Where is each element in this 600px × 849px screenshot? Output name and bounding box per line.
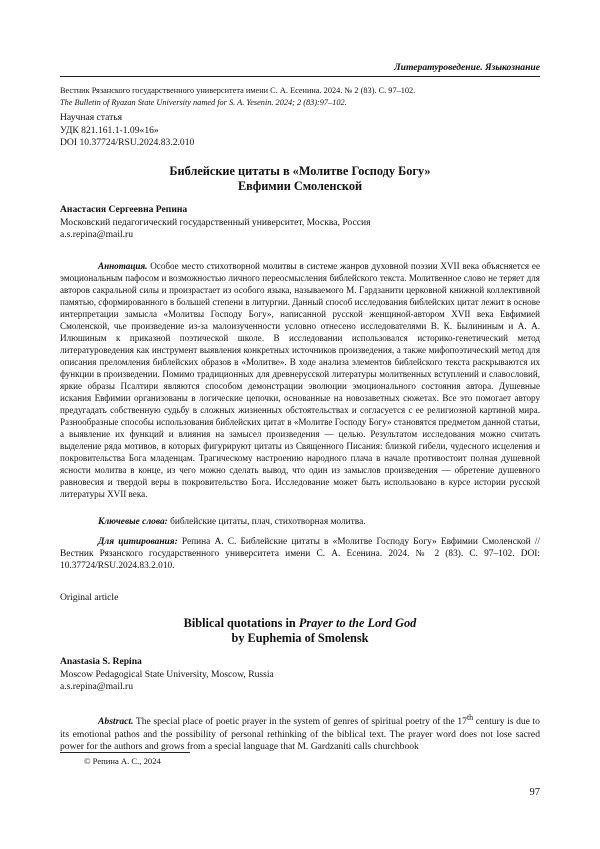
running-header: Литературоведение. Языкознание	[60, 62, 540, 73]
affiliation-en: Moscow Pedagogical State University, Moscow, Russia	[60, 669, 540, 682]
abstract-ru	[60, 260, 540, 500]
abstract-label-ru: Аннотация.	[98, 261, 147, 271]
title-ru-line2: Евфимии Смоленской	[60, 179, 540, 194]
title-en-prefix: Biblical quotations in	[184, 616, 299, 630]
affiliation-ru: Московский педагогический государственный университет, Москва, Россия	[60, 217, 540, 230]
journal-citation-block	[60, 85, 540, 109]
title-en-italic: Prayer to the Lord God	[299, 616, 417, 630]
article-type-ru: Научная статья	[60, 112, 540, 125]
author-email-ru[interactable]: a.s.repina@mail.ru	[60, 229, 540, 242]
abstract-superscript: th	[467, 713, 473, 722]
doi: DOI 10.37724/RSU.2024.83.2.010	[60, 137, 540, 150]
header-divider	[60, 76, 540, 77]
author-block-en	[60, 656, 540, 694]
citation-ru	[60, 536, 540, 572]
abstract-text-en-part1: The special place of poetic prayer in the system of genres of spiritual poetry of the 17	[136, 716, 467, 727]
abstract-text-en-part2: century is due to its emotional pathos and the possibility of personal rethinking of the biblical text. The prayer word does not lose sacred power for the authors and grows from a special language that M. Gardzaniti calls churchbook	[60, 716, 540, 752]
author-name-ru: Анастасия Сергеевна Репина	[60, 204, 540, 217]
citation-label-ru: Для цитирования:	[98, 537, 178, 547]
copyright-footnote: © Репина А. С., 2024	[84, 756, 161, 766]
keywords-ru	[60, 516, 540, 528]
title-en-line2: by Euphemia of Smolensk	[60, 631, 540, 646]
title-ru-line1: Библейские цитаты в «Молитве Господу Богу»	[60, 164, 540, 179]
abstract-en	[60, 712, 540, 754]
footnote-divider	[60, 752, 190, 753]
abstract-text-ru: Особое место стихотворной молитвы в системе жанров духовной поэзии XVII века объясняется ее эмоциональным пафосом и возможностью личного переосмысления библейского текста. Молитвенное слово не теряет для авторов сакральной силы и произрастает из особого языка, называемого М. Гардзанити церковной книжной коллективной памятью, сформированного в большей степени в литургии. Данный способ исследования библейских цитат лежит в основе интерпретации замысла «Молитвы Господу Богу», написанной русской женщиной-автором XVII века Евфимией Смоленской, чье произведение из-за малоизученности условно отнесено исследователями В. К. Былининым и А. А. Илюшиным к приказной поэтической школе. В исследовании использовался историко-генетический метод литературоведения как инструмент выявления конкретных источников произведения, а также мифопоэтический метод для описания преломления библейских образов в «Молитве». В ходе анализа элементов библейского текста раскрываются их функции в произведении. Помимо традиционных для древнерусской литературы молитвенных вступлений и славословий, яркие образы Псалтири являются способом демонстрации эволюции эмоционального состояния автора. Душевные искания Евфимии организованы в логические цепочки, основанные на новозаветных сюжетах. Все это помогает автору предугадать собственную судьбу в сложных жизненных обстоятельствах и согласуется с ее религиозной картиной мира. Разнообразные способы использования библейских цитат в «Молитве Господу Богу» становятся предметом данной статьи, а выявление их функций и влияния на замысел произведения — целью. Результатом исследования можно считать выделение ряда мотивов, в которых фигурируют цитаты из Священного Писания: близкой гибели, чудесного исцеления и покровительства Бога младенцам. Трагическому настроению народного плача в начале противостоит полная душевной ясности молитва в конце, из чего можно сделать вывод, что один из замыслов произведения — обретение душевного равновесия и твердой веры в покровительство Бога. Исследование может быть использовано в курсе истории русской литературы XVII века.	[60, 261, 540, 499]
journal-page	[0, 0, 600, 849]
journal-citation-en: The Bulletin of Ryazan State University named for S. A. Yesenin. 2024; 2 (83):97–102.	[60, 97, 540, 109]
author-name-en: Anastasia S. Repina	[60, 656, 540, 669]
udc-code: УДК 821.161.1-1.09«16»	[60, 125, 540, 138]
page-number: 97	[60, 787, 540, 798]
title-en	[60, 616, 540, 646]
title-ru	[60, 164, 540, 194]
author-block-ru	[60, 204, 540, 242]
keywords-label-ru: Ключевые слова:	[98, 517, 168, 527]
title-en-line1	[60, 616, 540, 631]
article-type-en: Original article	[60, 592, 118, 603]
article-meta	[60, 112, 540, 150]
abstract-label-en: Abstract.	[98, 716, 133, 727]
keywords-text-ru: библейские цитаты, плач, стихотворная молитва.	[170, 517, 365, 527]
journal-citation-ru: Вестник Рязанского государственного университета имени С. А. Есенина. 2024. № 2 (83). С. 97–102.	[60, 85, 540, 97]
author-email-en[interactable]: a.s.repina@mail.ru	[60, 681, 540, 694]
citation-text-ru: Репина А. С. Библейские цитаты в «Молитве Господу Богу» Евфимии Смоленской // Вестник Рязанского государственного университета имени С. А. Есенина. 2024. № 2 (83). С. 97–102. DOI: 10.37724/RSU.2024.83.2.010.	[60, 537, 540, 571]
